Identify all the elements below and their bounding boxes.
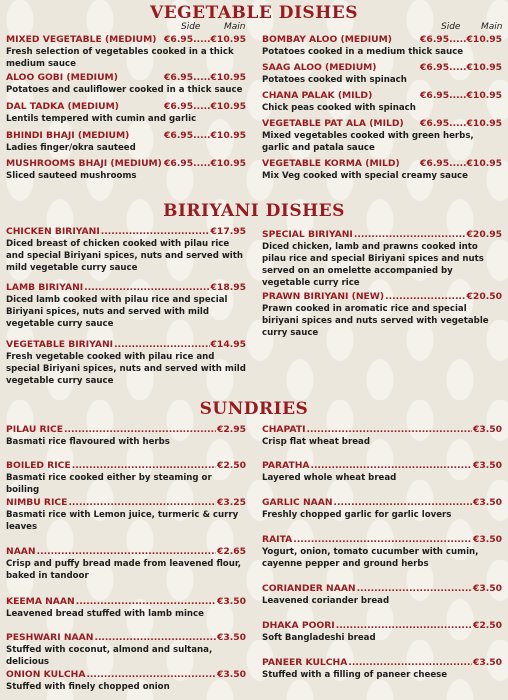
item-price: €2.50 <box>472 620 502 631</box>
item-description: Prawn cooked in aromatic rice and special biriyani spices and nuts served with vegetable curry sauce <box>262 304 489 338</box>
menu-item <box>6 101 246 125</box>
item-description: Ladies finger/okra sauteed <box>6 143 136 153</box>
vegetable-dishes-section <box>0 3 508 23</box>
menu-item <box>6 669 246 693</box>
menu-item <box>262 460 502 484</box>
menu-item <box>262 34 502 58</box>
item-description: Potatoes cooked with spinach <box>262 75 407 85</box>
menu-item <box>262 158 502 182</box>
item-description: Diced chicken, lamb and prawns cooked into pilau rice and special Biriyani spices and nuts served on an omelette accompanied by vegetable curry rice <box>262 242 484 288</box>
item-name: MIXED VEGETABLE (MEDIUM) <box>6 34 157 45</box>
menu-item <box>262 291 502 339</box>
item-price: €14.95 <box>210 339 246 350</box>
item-price: €18.95 <box>210 282 246 293</box>
item-price: €6.95.....€10.95 <box>420 90 502 101</box>
item-name: PRAWN BIRIYANI (NEW) <box>262 291 385 302</box>
item-name: VEGETABLE PAT ALA (MILD) <box>262 118 404 129</box>
item-name: BOMBAY ALOO (MEDIUM) <box>262 34 392 45</box>
item-name: GARLIC NAAN <box>262 497 333 508</box>
item-price: €6.95.....€10.95 <box>420 118 502 129</box>
item-description: Lentils tempered with cumin and garlic <box>6 114 197 124</box>
vegetable-main-label-left: Main <box>224 22 246 32</box>
sundries-title: SUNDRIES <box>199 399 309 419</box>
item-description: Fresh selection of vegetables cooked in a thick medium sauce <box>6 47 234 69</box>
item-name: ALOO GOBI (MEDIUM) <box>6 72 118 83</box>
item-price: €6.95.....€10.95 <box>420 62 502 73</box>
item-description: Freshly chopped garlic for garlic lovers <box>262 510 452 520</box>
item-description: Yogurt, onion, tomato cucumber with cumin, cayenne pepper and ground herbs <box>262 547 479 569</box>
item-name: DAL TADKA (MEDIUM) <box>6 101 119 112</box>
item-name: CHICKEN BIRIYANI <box>6 226 100 237</box>
item-price: €3.50 <box>216 632 246 643</box>
item-description: Basmati rice flavoured with herbs <box>6 437 170 447</box>
menu-item <box>6 158 246 182</box>
item-price: €6.95.....€10.95 <box>420 34 502 45</box>
item-description: Fresh vegetable cooked with pilau rice and special Biriyani spices, nuts and served with mild vegetable curry sauce <box>6 352 246 386</box>
item-price: €6.95.....€10.95 <box>164 101 246 112</box>
menu-item <box>6 546 246 582</box>
menu-item <box>6 130 246 154</box>
item-description: Potatoes and cauliflower cooked in a thick sauce <box>6 85 243 95</box>
item-price: €6.95.....€10.95 <box>164 130 246 141</box>
item-name: ONION KULCHA <box>6 669 86 680</box>
item-description: Leavened coriander bread <box>262 596 390 606</box>
item-name: BHINDI BHAJI (MEDIUM) <box>6 130 130 141</box>
menu-item <box>6 497 246 533</box>
item-name: LAMB BIRIYANI <box>6 282 84 293</box>
vegetable-side-label-left: Side <box>181 22 201 32</box>
item-description: Diced breast of chicken cooked with pilau rice and special Biriyani spices, nuts and served with mild vegetable curry sauce <box>6 239 243 273</box>
item-description: Diced lamb cooked with pilau rice and special Biriyani spices, nuts and served with mild vegetable curry sauce <box>6 295 228 329</box>
item-name: MUSHROOMS BHAJI (MEDIUM) <box>6 158 162 169</box>
item-price: €2.95 <box>216 424 246 435</box>
vegetable-main-label-right: Main <box>481 22 503 32</box>
item-description: Soft Bangladeshi bread <box>262 633 376 643</box>
menu-item <box>262 62 502 86</box>
item-price: €6.95.....€10.95 <box>164 72 246 83</box>
item-description: Basmati rice cooked either by steaming or boiling <box>6 473 212 495</box>
item-name: VEGETABLE KORMA (MILD) <box>262 158 400 169</box>
item-price: €6.95.....€10.95 <box>164 34 246 45</box>
item-price: €2.65 <box>216 546 246 557</box>
item-price: €3.50 <box>472 534 502 545</box>
item-description: Stuffed with finely chopped onion <box>6 682 170 692</box>
item-description: Basmati rice with Lemon juice, turmeric & curry leaves <box>6 510 239 532</box>
menu-item <box>6 460 246 496</box>
menu-item <box>262 534 502 570</box>
item-price: €6.95.....€10.95 <box>420 158 502 169</box>
item-name: CHAPATI <box>262 424 306 435</box>
item-price: €20.95 <box>466 229 502 240</box>
item-name: DHAKA POORI <box>262 620 335 631</box>
menu-item <box>6 72 246 96</box>
item-description: Crisp and puffy bread made from leavened flour, baked in tandoor <box>6 559 242 581</box>
item-description: Leavened bread stuffed with lamb mince <box>6 609 204 619</box>
menu-item <box>262 497 502 521</box>
item-name: CHANA PALAK (MILD) <box>262 90 373 101</box>
item-price: €3.50 <box>472 657 502 668</box>
item-name: NAAN <box>6 546 36 557</box>
item-name: PANEER KULCHA <box>262 657 348 668</box>
item-description: Layered whole wheat bread <box>262 473 397 483</box>
vegetable-side-label-right: Side <box>441 22 461 32</box>
item-price: €6.95.....€10.95 <box>164 158 246 169</box>
item-description: Stuffed with a filling of paneer cheese <box>262 670 448 680</box>
menu-item <box>262 229 502 289</box>
item-price: €3.25 <box>216 497 246 508</box>
item-price: €17.95 <box>210 226 246 237</box>
item-name: SAAG ALOO (MEDIUM) <box>262 62 377 73</box>
menu-item <box>262 657 502 681</box>
item-name: PILAU RICE <box>6 424 64 435</box>
item-description: Mix Veg cooked with special creamy sauce <box>262 171 468 181</box>
item-name: BOILED RICE <box>6 460 71 471</box>
item-name: PESHWARI NAAN <box>6 632 94 643</box>
item-name: RAITA <box>262 534 293 545</box>
menu-item <box>262 118 502 154</box>
menu-item <box>6 339 246 387</box>
item-price: €3.50 <box>216 596 246 607</box>
item-price: €20.50 <box>466 291 502 302</box>
menu-item <box>6 596 246 620</box>
menu-item <box>262 90 502 114</box>
item-price: €3.50 <box>472 583 502 594</box>
biriyani-dishes-title: BIRIYANI DISHES <box>163 201 345 221</box>
item-description: Chick peas cooked with spinach <box>262 103 416 113</box>
item-description: Crisp flat wheat bread <box>262 437 370 447</box>
menu-item <box>262 583 502 607</box>
sundries-section <box>0 399 508 419</box>
menu-item <box>262 620 502 644</box>
item-description: Stuffed with coconut, almond and sultana, delicious <box>6 645 213 667</box>
menu-item <box>6 226 246 274</box>
item-description: Sliced sauteed mushrooms <box>6 171 137 181</box>
item-price: €3.50 <box>216 669 246 680</box>
item-description: Potatoes cooked in a medium thick sauce <box>262 47 464 57</box>
item-name: SPECIAL BIRIYANI <box>262 229 353 240</box>
item-price: €3.50 <box>472 497 502 508</box>
item-price: €3.50 <box>472 424 502 435</box>
item-name: VEGETABLE BIRIYANI <box>6 339 114 350</box>
item-name: CORIANDER NAAN <box>262 583 356 594</box>
biriyani-dishes-section <box>0 201 508 221</box>
menu-item <box>6 424 246 448</box>
menu-item <box>262 424 502 448</box>
item-name: NIMBU RICE <box>6 497 68 508</box>
menu-item <box>6 34 246 70</box>
menu-item <box>6 282 246 330</box>
item-price: €2.50 <box>216 460 246 471</box>
item-description: Mixed vegetables cooked with green herbs, garlic and patala sauce <box>262 131 474 153</box>
vegetable-dishes-title: VEGETABLE DISHES <box>150 3 358 23</box>
item-name: PARATHA <box>262 460 310 471</box>
menu-item <box>6 632 246 668</box>
item-name: KEEMA NAAN <box>6 596 75 607</box>
item-price: €3.50 <box>472 460 502 471</box>
